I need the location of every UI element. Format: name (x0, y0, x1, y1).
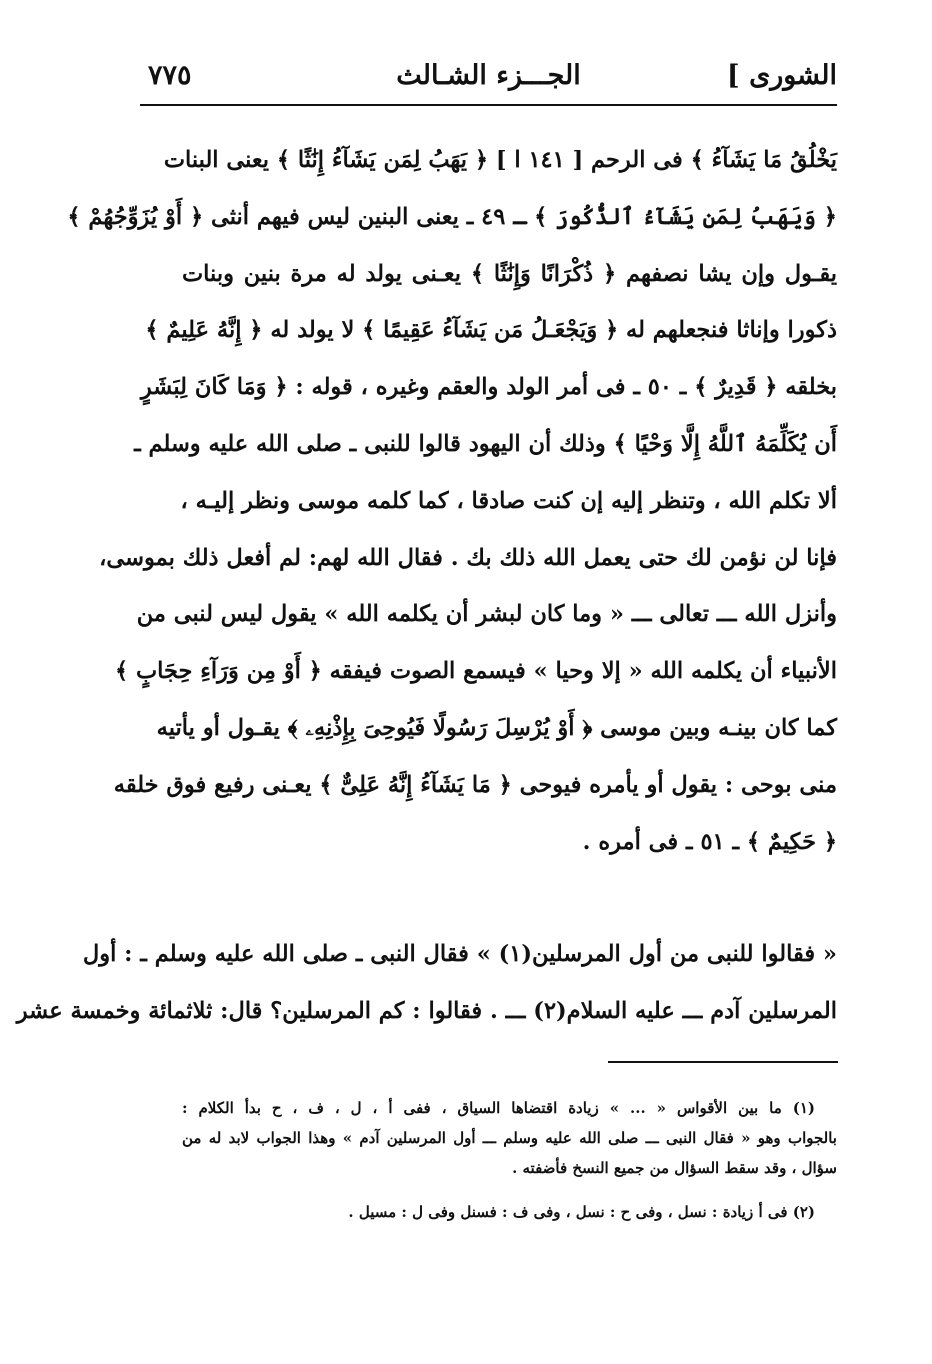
text-line: ﴿ وَيَهَبُ لِمَن يَشَآءُ ٱلذُّكُورَ ﴾ ـ ٤٩ ـ يعنى البنين ليس فيهم أنثى ﴿ أَوْ يُزَوِّجُهُمْ ﴾ (67, 203, 837, 230)
footnote-1-line: (١) ما بين الأقواس « ... » زيادة اقتضاها السياق ، ففى أ ، ل ، ف ، ح بدأ الكلام : (182, 1099, 815, 1117)
text-line: وأنزل الله ـــ تعالى ـــ « وما كان لبشر أن يكلمه الله » يقول ليس لنبى من (136, 601, 837, 628)
text-line: يَخْلُقُ مَا يَشَآءُ ﴾ فى الرحم [ ١٤١ ا ] ﴿ يَهَبُ لِمَن يَشَآءُ إِنَٰثًا ﴾ يعنى البنات (163, 147, 837, 173)
footnote-1-line: بالجواب وهو « فقال النبى ـــ صلى الله عليه وسلم ـــ أول المرسلين آدم » وهذا الجواب لابد له من (182, 1129, 837, 1147)
footnote-2-line: (٢) فى أ زيادة : نسل ، وفى ح : نسل ، وفى ف : فسنل وفى ل : مسيل . (348, 1203, 815, 1221)
header-divider (140, 104, 837, 106)
text-line: منى بوحى : يقول أو يأمره فيوحى ﴿ مَا يَشَآءُ إِنَّهُ عَلِىٌّ ﴾ يعـنى رفيع فوق خلقه (113, 771, 837, 798)
footnote-1-line: سؤال ، وقد سقط السؤال من جميع النسخ فأضفته . (512, 1159, 837, 1177)
text-line: بخلقه ﴿ قَدِيرٌ ﴾ ـ ٥٠ ـ فى أمر الولد والعقم وغيره ، قوله : ﴿ وَمَا كَانَ لِبَشَرٍ (140, 374, 837, 401)
text-line: الأنبياء أن يكلمه الله « إلا وحيا » فيسمع الصوت فيفقه ﴿ أَوْ مِن وَرَآءِ حِجَابٍ ﴾ (114, 658, 837, 685)
footnote-divider (608, 1061, 838, 1063)
footnote-spacer (182, 1183, 837, 1197)
part-title: الجـــزء الشـالث (396, 60, 581, 91)
main-text (67, 132, 837, 870)
text-line: كما كان بينـه وبين موسى ﴿ أَوْ يُرْسِلَ رَسُولًا فَيُوحِىَ بِإِذْنِهِۦ ﴾ يقـول أو يأتيه (156, 714, 837, 741)
text-line: ذكورا وإناثا فنجعلهم له ﴿ وَيَجْعَـلُ مَن يَشَآءُ عَقِيمًا ﴾ لا يولد له ﴿ إِنَّهُ عَلِيمٌ ﴾ (145, 317, 837, 344)
text-line: « فقالوا للنبى من أول المرسلين(١) » فقال النبى ـ صلى الله عليه وسلم ـ : أول (82, 941, 837, 967)
footnotes (182, 1093, 837, 1227)
second-paragraph (16, 926, 837, 1040)
page-number: ٧٧٥ (148, 60, 192, 91)
text-line: ألا تكلم الله ، وتنظر إليه إن كنت صادقا ، كما كلمه موسى ونظر إليـه ، (180, 487, 837, 514)
text-line: ﴿ حَكِيمٌ ﴾ ـ ٥١ ـ فى أمره . (582, 828, 837, 855)
text-line: المرسلين آدم ـــ عليه السلام(٢) ـــ . فقالوا : كم المرسلين؟ قال: ثلاثمائة وخمسة عشر (16, 997, 837, 1024)
surah-title: الشورى ] (726, 60, 837, 91)
text-line: فإنا لن نؤمن لك حتى يعمل الله ذلك بك . فقال الله لهم: لم أفعل ذلك بموسى، (99, 544, 837, 571)
page-header (140, 58, 837, 102)
text-line: أَن يُكَلِّمَهُ ٱللَّهُ إِلَّا وَحْيًا ﴾ وذلك أن اليهود قالوا للنبى ـ صلى الله عليه وسلم ـ (134, 430, 837, 457)
text-line: يقـول وإن يشا نصفهم ﴿ ذُكْرَانًا وَإِنَٰثًا ﴾ يعـنى يولد له مرة بنين وبنات (182, 260, 837, 287)
